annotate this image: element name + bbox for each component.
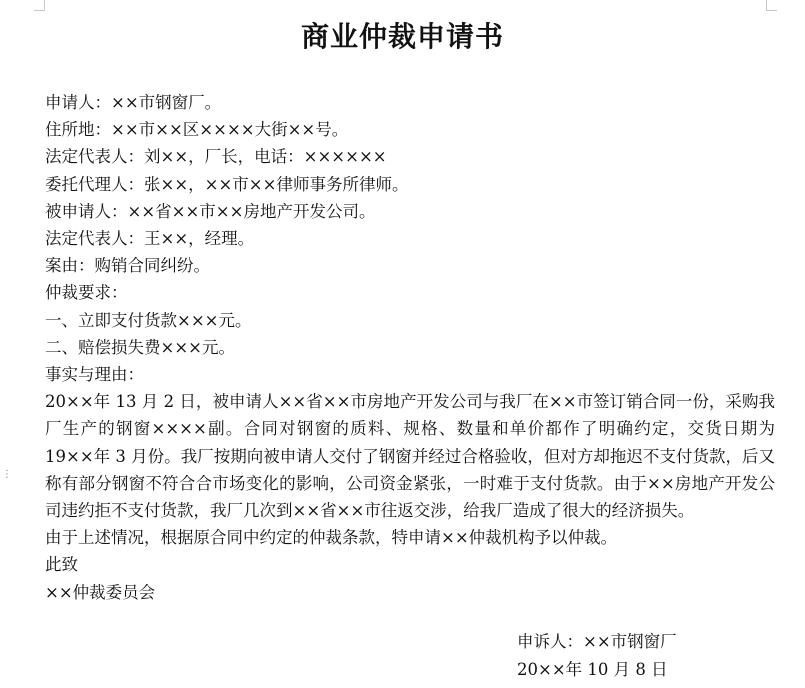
legal-representative-line: 法定代表人：刘××，厂长，电话：×××××× bbox=[45, 147, 387, 167]
drag-handle-icon[interactable]: ⋮ bbox=[2, 469, 12, 480]
claim-item-1: 一、立即支付货款×××元。 bbox=[45, 310, 252, 330]
claims-heading: 仲裁要求： bbox=[45, 283, 128, 303]
recipient-line: ××仲裁委员会 bbox=[45, 582, 156, 602]
respondent-representative-line: 法定代表人：王××，经理。 bbox=[45, 229, 255, 249]
agent-line: 委托代理人：张××，××市××律师事务所律师。 bbox=[45, 174, 409, 194]
respondent-line: 被申请人：××省××市××房地产开发公司。 bbox=[45, 201, 376, 221]
facts-paragraph: 20××年 13 月 2 日，被申请人××省××市房地产开发公司与我厂在××市签订销合同一份，采购我厂生产的钢窗××××副。合同对钢窗的质料、规格、数量和单价都作了明确约定，交货日期为 19××年 3 月份。我厂按期向被申请人交付了钢窗并经过合格验收，但对方却拖迟不支付货款，后又称有部分钢窗不符合合市场变化的影响，公司资金紧张，一时难于支付货款。由于××房地产开发公司违约拒不支付货款，我厂几次到××省××市往返交涉，给我厂造成了很大的经济损失。 bbox=[45, 392, 775, 521]
signature-date: 20××年 10 月 8 日 bbox=[517, 659, 668, 679]
applicant-line: 申请人：××市钢窗厂。 bbox=[45, 93, 222, 112]
appellant-signature: 申诉人：××市钢窗厂 bbox=[517, 632, 677, 651]
document-title: 商业仲裁申请书 bbox=[300, 20, 504, 53]
facts-heading: 事实与理由： bbox=[45, 365, 144, 385]
conclusion-line: 由于上述情况，根据原合同中约定的仲裁条款，特申请××仲裁机构予以仲裁。 bbox=[45, 528, 618, 548]
signature-block bbox=[517, 628, 677, 683]
claim-item-2: 二、赔偿损失费×××元。 bbox=[45, 337, 235, 357]
cause-line: 案由：购销合同纠纷。 bbox=[45, 256, 210, 276]
closing-line: 此致 bbox=[45, 555, 78, 575]
page-corner-left-icon bbox=[34, 0, 45, 11]
document-body bbox=[45, 89, 775, 606]
address-line: 住所地：××市××区××××大街××号。 bbox=[45, 120, 349, 140]
page-corner-right-icon bbox=[766, 0, 777, 11]
